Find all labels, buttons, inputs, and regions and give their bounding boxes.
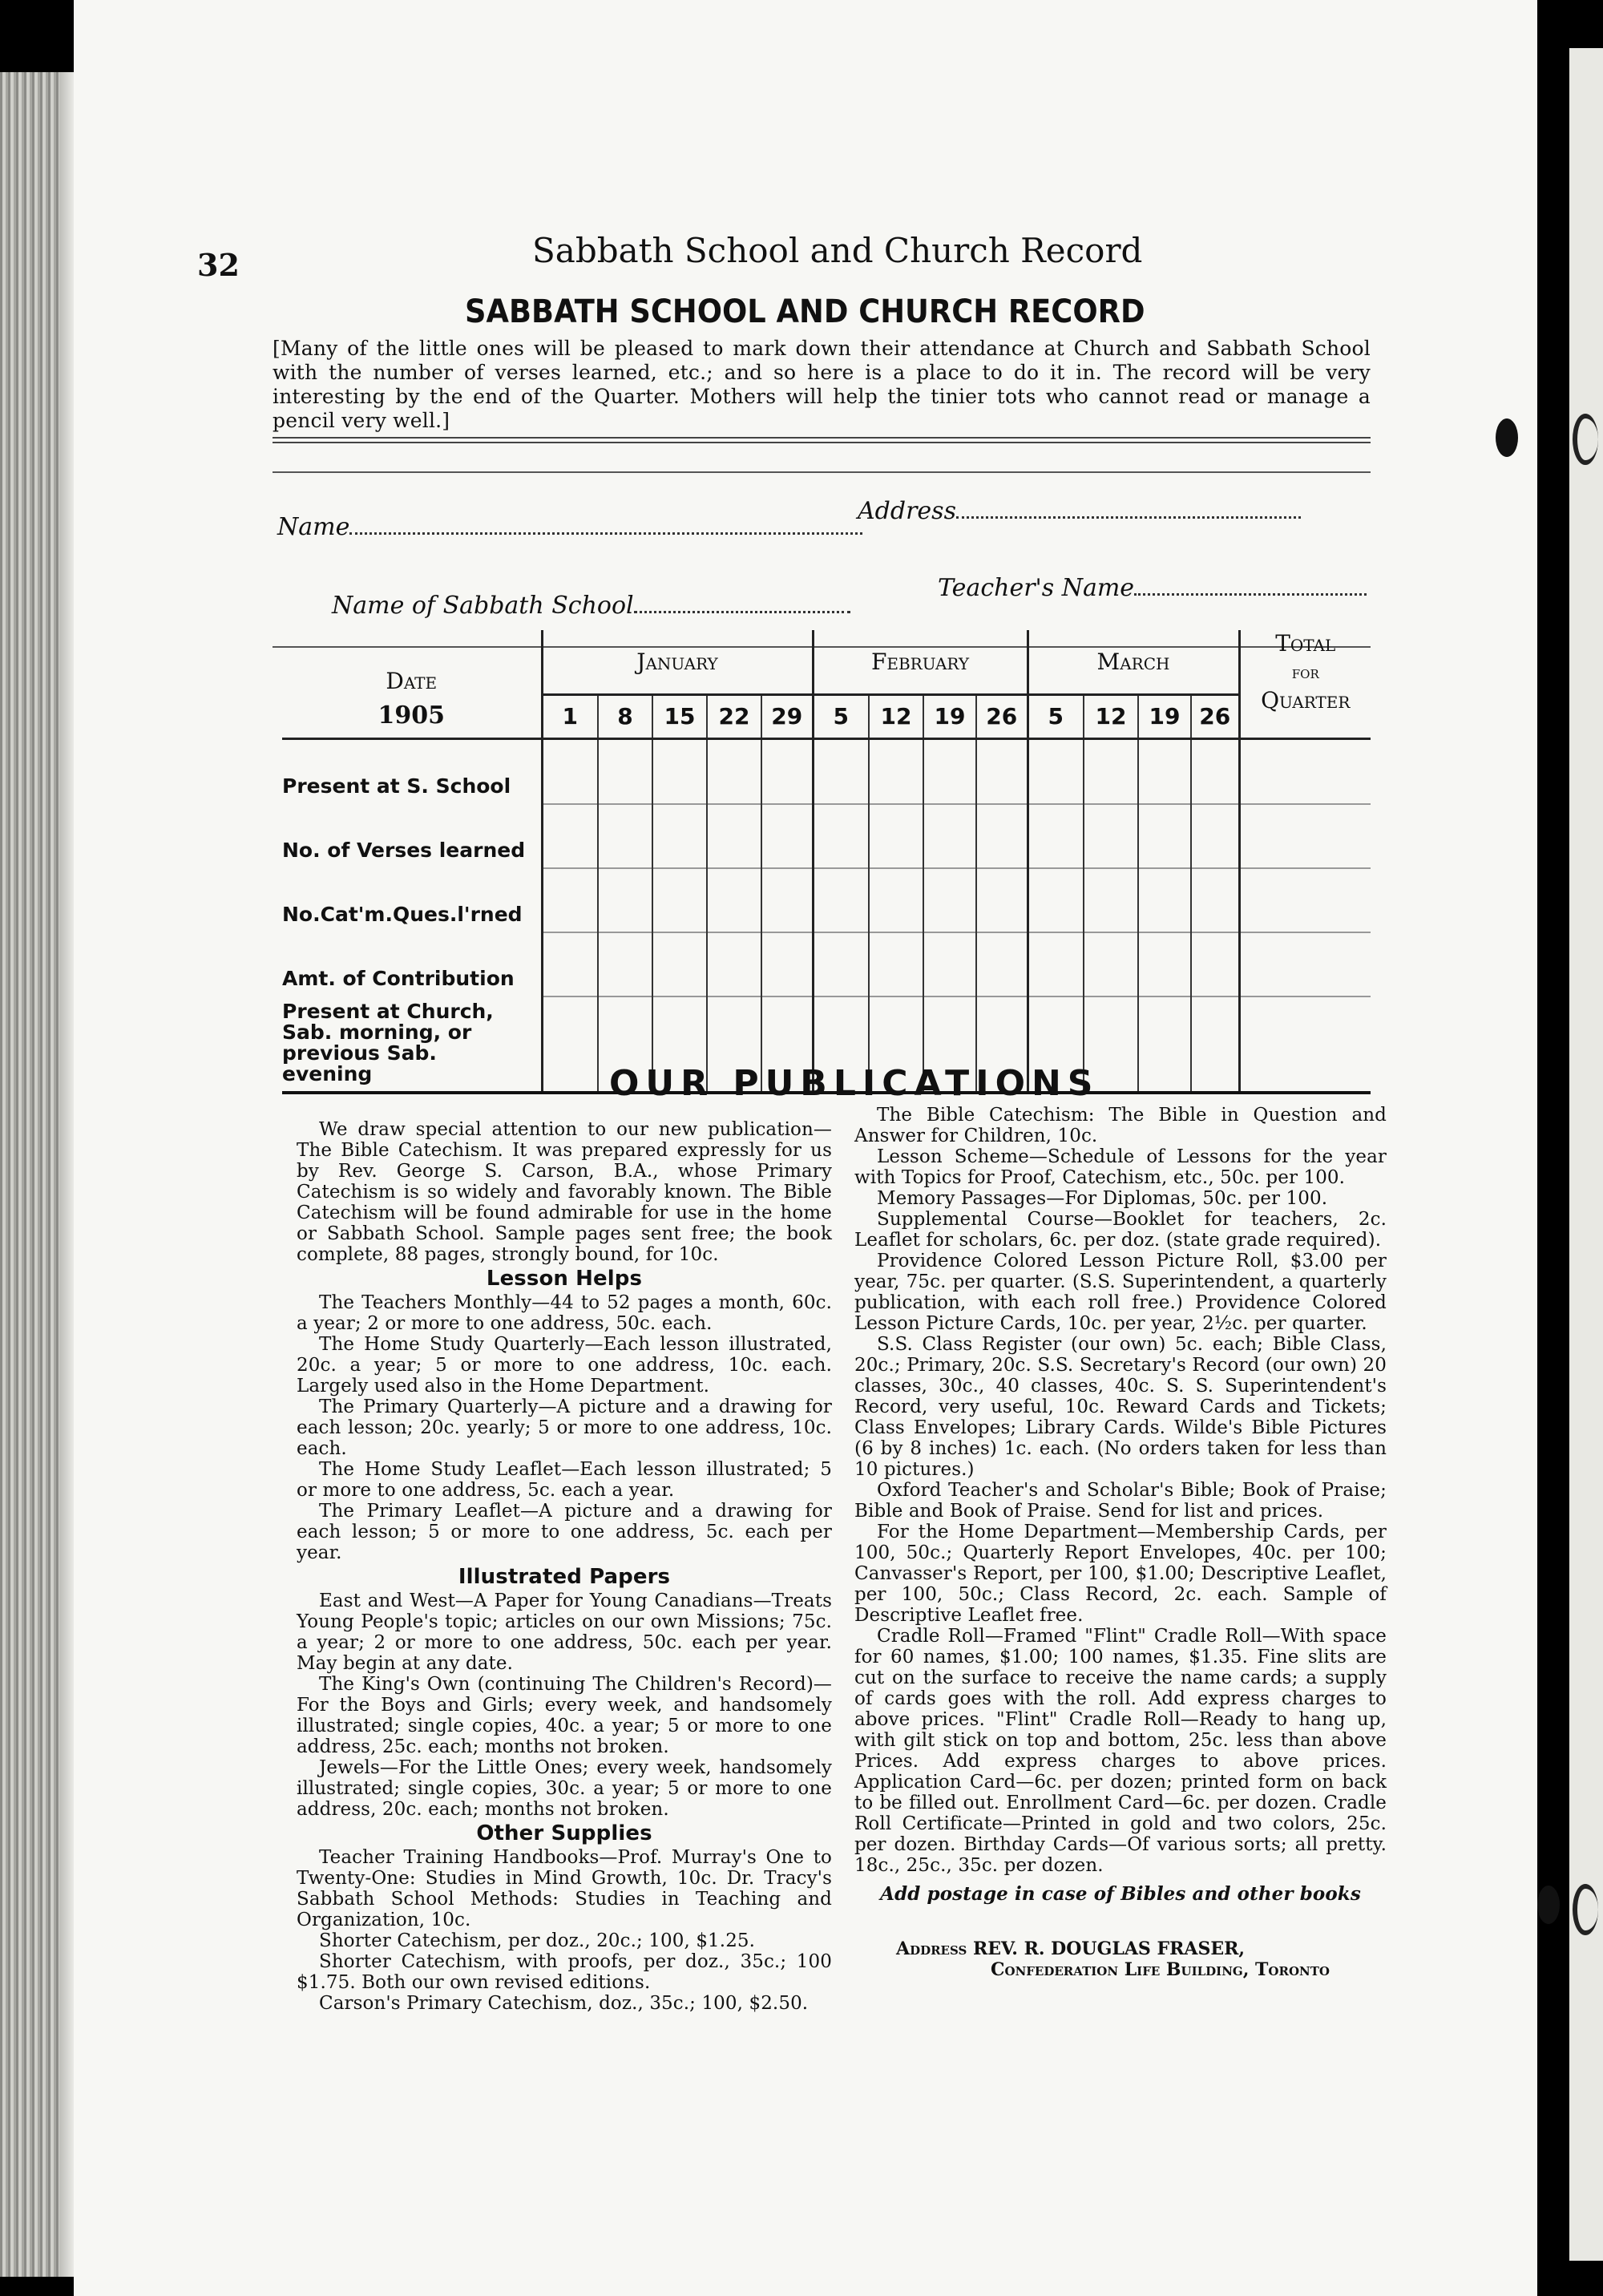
name-field[interactable] bbox=[277, 513, 862, 541]
row-label-present-school: Present at S. School bbox=[282, 774, 511, 798]
list-item: Shorter Catechism, with proofs, per doz., 35c.; 100 $1.75. Both our own revised editions. bbox=[297, 1951, 832, 1993]
school-field[interactable] bbox=[332, 592, 850, 620]
row-label-contribution: Amt. of Contribution bbox=[282, 966, 515, 990]
day-mar: 19 bbox=[1138, 694, 1191, 738]
record-cell[interactable] bbox=[976, 738, 1028, 804]
month-march: March bbox=[1028, 630, 1239, 694]
list-item: The Bible Catechism: The Bible in Question and Answer for Children, 10c. bbox=[854, 1105, 1387, 1146]
record-cell[interactable] bbox=[707, 868, 761, 932]
page-title: SABBATH SCHOOL AND CHURCH RECORD bbox=[465, 293, 1145, 330]
record-cell[interactable] bbox=[869, 804, 923, 868]
record-cell[interactable] bbox=[923, 868, 976, 932]
day-mar: 26 bbox=[1191, 694, 1239, 738]
record-cell[interactable] bbox=[652, 804, 707, 868]
list-item: Lesson Scheme—Schedule of Lessons for the year with Topics for Proof, Catechism, etc., 50c. per 100. bbox=[854, 1146, 1387, 1188]
address-line-2: Confederation Life Building, Toronto bbox=[991, 1959, 1330, 1980]
list-item: Cradle Roll—Framed "Flint" Cradle Roll—With space for 60 names, $1.00; 100 names, $1.35. Fine slits are cut on the surface to receive the name cards; a supply of cards goes with the roll. Add express charges to above prices. "Flint" Cradle Roll—Ready to hang up, with gilt stick on top and bottom, 25c. less than above Prices. Add express charges to above prices. Application Card—6c. per dozen; printed form on back to be filled out. Enrollment Card—6c. per dozen. Cradle Roll Certificate—Printed in gold and two colors, 25c. per dozen. Birthday Cards—Of various sorts; all pretty. 18c., 25c., 35c. per dozen. bbox=[854, 1626, 1387, 1876]
total-cell[interactable] bbox=[1239, 804, 1371, 868]
publications-right-column bbox=[854, 1105, 1387, 1905]
record-cell[interactable] bbox=[542, 804, 598, 868]
table-row bbox=[282, 868, 1371, 932]
record-cell[interactable] bbox=[761, 738, 813, 804]
day-mar: 12 bbox=[1084, 694, 1138, 738]
record-cell[interactable] bbox=[1191, 738, 1239, 804]
day-feb: 5 bbox=[813, 694, 869, 738]
list-item: The Teachers Monthly—44 to 52 pages a month, 60c. a year; 2 or more to one address, 50c. each. bbox=[297, 1292, 832, 1334]
punch-hole bbox=[1573, 1884, 1598, 1935]
list-item: Oxford Teacher's and Scholar's Bible; Book of Praise; Bible and Book of Praise. Send for list and prices. bbox=[854, 1480, 1387, 1522]
record-cell[interactable] bbox=[923, 932, 976, 996]
list-item: Carson's Primary Catechism, doz., 35c.; 100, $2.50. bbox=[319, 1993, 809, 2014]
day-jan: 29 bbox=[761, 694, 813, 738]
publications-intro: We draw special attention to our new publication—The Bible Catechism. It was prepared expressly for us by Rev. George S. Carson, B.A., whose Primary Catechism is so widely and favorably known. The Bible Catechism will be found admirable for use in the home or Sabbath School. Sample pages sent free; the book complete, 88 pages, strongly bound, for 10c. bbox=[297, 1119, 832, 1265]
record-cell[interactable] bbox=[542, 868, 598, 932]
day-feb: 19 bbox=[923, 694, 976, 738]
record-cell[interactable] bbox=[923, 804, 976, 868]
total-label: Total bbox=[1275, 630, 1336, 657]
record-cell[interactable] bbox=[976, 868, 1028, 932]
list-item: Providence Colored Lesson Picture Roll, $3.00 per year, 75c. per quarter. (S.S. Superintendent, a quarterly publication, with each roll free.) Providence Colored Lesson Picture Cards, 10c. per year, 2½c. per quarter. bbox=[854, 1251, 1387, 1334]
list-item: Teacher Training Handbooks—Prof. Murray's One to Twenty-One: Studies in Mind Growth, 10c. Dr. Tracy's Sabbath School Methods: Studies in Teaching and Organization, 10c. bbox=[297, 1847, 832, 1930]
divider bbox=[273, 471, 1371, 473]
teacher-label: Teacher's Name bbox=[938, 574, 1135, 602]
record-cell[interactable] bbox=[707, 804, 761, 868]
record-cell[interactable] bbox=[598, 738, 652, 804]
year-label: 1905 bbox=[378, 701, 445, 730]
running-head: Sabbath School and Church Record bbox=[532, 231, 1143, 270]
day-jan: 22 bbox=[707, 694, 761, 738]
list-item: The Home Study Quarterly—Each lesson illustrated, 20c. a year; 5 or more to one address, 10c. each. Largely used also in the Home Department. bbox=[297, 1334, 832, 1397]
row-label-catechism: No.Cat'm.Ques.l'rned bbox=[282, 902, 523, 926]
punch-hole bbox=[1537, 1886, 1560, 1924]
illustrated-papers-heading: Illustrated Papers bbox=[458, 1565, 671, 1589]
record-cell[interactable] bbox=[923, 738, 976, 804]
school-label: Name of Sabbath School bbox=[332, 592, 634, 620]
publications-left-column bbox=[297, 1119, 832, 2014]
list-item: S.S. Class Register (our own) 5c. each; Bible Class, 20c.; Primary, 20c. S.S. Secretary's Record (our own) 20 classes, 30c., 40 classes, 40c. S. S. Superintendent's Record, very useful, 10c. Reward Cards and Tickets; Class Envelopes; Library Cards. Wilde's Bible Pictures (6 by 8 inches) 1c. each. (No orders taken for less than 10 pictures.) bbox=[854, 1334, 1387, 1480]
date-header: Date bbox=[386, 668, 438, 694]
record-cell[interactable] bbox=[1138, 996, 1191, 1093]
record-cell[interactable] bbox=[1028, 868, 1084, 932]
record-cell[interactable] bbox=[761, 804, 813, 868]
record-cell[interactable] bbox=[1028, 738, 1084, 804]
record-cell[interactable] bbox=[869, 868, 923, 932]
record-cell[interactable] bbox=[598, 804, 652, 868]
row-label-present-church: Present at Church, Sab. morning, or previous Sab. evening bbox=[282, 999, 494, 1085]
record-cell[interactable] bbox=[1028, 804, 1084, 868]
divider bbox=[273, 437, 1371, 443]
record-cell[interactable] bbox=[542, 996, 598, 1093]
day-jan: 1 bbox=[542, 694, 598, 738]
record-cell[interactable] bbox=[1191, 804, 1239, 868]
address-label: Address bbox=[858, 497, 956, 525]
record-cell[interactable] bbox=[976, 932, 1028, 996]
lesson-helps-heading: Lesson Helps bbox=[486, 1267, 643, 1291]
record-cell[interactable] bbox=[869, 738, 923, 804]
record-cell[interactable] bbox=[542, 932, 598, 996]
record-cell[interactable] bbox=[707, 932, 761, 996]
record-cell[interactable] bbox=[598, 932, 652, 996]
day-jan: 8 bbox=[598, 694, 652, 738]
table-row bbox=[282, 738, 1371, 804]
record-cell[interactable] bbox=[1084, 932, 1138, 996]
record-cell[interactable] bbox=[1138, 868, 1191, 932]
record-cell[interactable] bbox=[1028, 932, 1084, 996]
record-cell[interactable] bbox=[761, 868, 813, 932]
total-header bbox=[1239, 630, 1371, 738]
record-cell[interactable] bbox=[761, 932, 813, 996]
record-cell[interactable] bbox=[1191, 868, 1239, 932]
attendance-record-table bbox=[282, 630, 1371, 1094]
record-cell[interactable] bbox=[542, 738, 598, 804]
quarter-label: Quarter bbox=[1261, 687, 1351, 713]
list-item: The Primary Leaflet—A picture and a drawing for each lesson; 5 or more to one address, 5c. each per year. bbox=[297, 1501, 832, 1563]
day-mar: 5 bbox=[1028, 694, 1084, 738]
page-number: 32 bbox=[197, 247, 240, 283]
record-cell[interactable] bbox=[707, 738, 761, 804]
day-feb: 26 bbox=[976, 694, 1028, 738]
record-cell[interactable] bbox=[652, 868, 707, 932]
month-january: January bbox=[542, 630, 813, 694]
list-item: The Home Study Leaflet—Each lesson illustrated; 5 or more to one address, 5c. each a year. bbox=[297, 1459, 832, 1501]
record-cell[interactable] bbox=[652, 738, 707, 804]
total-cell[interactable] bbox=[1239, 738, 1371, 804]
address-line-1: Address REV. R. DOUGLAS FRASER, bbox=[896, 1938, 1246, 1959]
day-feb: 12 bbox=[869, 694, 923, 738]
book-binding-edge bbox=[0, 72, 74, 2277]
table-row bbox=[282, 804, 1371, 868]
total-cell[interactable] bbox=[1239, 868, 1371, 932]
list-item: Supplemental Course—Booklet for teachers, 2c. Leaflet for scholars, 6c. per doz. (state grade required). bbox=[854, 1209, 1387, 1251]
row-label-verses: No. of Verses learned bbox=[282, 838, 526, 862]
record-cell[interactable] bbox=[813, 868, 869, 932]
punch-hole bbox=[1496, 418, 1518, 457]
record-cell[interactable] bbox=[1138, 738, 1191, 804]
day-jan: 15 bbox=[652, 694, 707, 738]
record-cell[interactable] bbox=[1084, 868, 1138, 932]
month-february: February bbox=[813, 630, 1028, 694]
record-cell[interactable] bbox=[813, 738, 869, 804]
other-supplies-heading: Other Supplies bbox=[476, 1821, 652, 1845]
record-cell[interactable] bbox=[1138, 932, 1191, 996]
postage-note: Add postage in case of Bibles and other books bbox=[880, 1883, 1361, 1905]
list-item: Memory Passages—For Diplomas, 50c. per 100. bbox=[877, 1188, 1328, 1209]
record-cell[interactable] bbox=[813, 804, 869, 868]
record-cell[interactable] bbox=[1084, 804, 1138, 868]
list-item: Shorter Catechism, per doz., 20c.; 100, $1.25. bbox=[319, 1930, 756, 1951]
record-cell[interactable] bbox=[1084, 738, 1138, 804]
record-cell[interactable] bbox=[976, 804, 1028, 868]
record-cell[interactable] bbox=[813, 932, 869, 996]
record-cell[interactable] bbox=[869, 932, 923, 996]
list-item: East and West—A Paper for Young Canadians—Treats Young People's topic; articles on our own Missions; 75c. a year; 2 or more to one address, 50c. each per year. May begin at any date. bbox=[297, 1591, 832, 1674]
record-cell[interactable] bbox=[652, 932, 707, 996]
record-cell[interactable] bbox=[1191, 996, 1239, 1093]
intro-note: [Many of the little ones will be pleased to mark down their attendance at Church and Sabbath School with the number of verses learned, etc.; and so here is a place to do it in. The record will be very interesting by the end of the Quarter. Mothers will help the tinier tots who cannot read or manage a pencil very well.] bbox=[273, 337, 1371, 432]
list-item: The King's Own (continuing The Children's Record)—For the Boys and Girls; every week, and handsomely illustrated; single copies, 40c. a year; 5 or more to one address, 25c. each; months not broken. bbox=[297, 1674, 832, 1757]
total-cell[interactable] bbox=[1239, 932, 1371, 996]
punch-hole bbox=[1573, 414, 1598, 465]
total-cell[interactable] bbox=[1239, 996, 1371, 1093]
teacher-field[interactable] bbox=[938, 574, 1367, 602]
list-item: The Primary Quarterly—A picture and a drawing for each lesson; 20c. yearly; 5 or more to one address, 10c. each. bbox=[297, 1397, 832, 1459]
for-label: for bbox=[1291, 663, 1319, 683]
name-label: Name bbox=[277, 513, 350, 541]
publications-heading: OUR PUBLICATIONS bbox=[609, 1063, 1100, 1104]
address-field[interactable] bbox=[858, 497, 1301, 525]
table-row bbox=[282, 932, 1371, 996]
record-cell[interactable] bbox=[598, 868, 652, 932]
record-cell[interactable] bbox=[1138, 804, 1191, 868]
record-cell[interactable] bbox=[1191, 932, 1239, 996]
list-item: For the Home Department—Membership Cards, per 100, 50c.; Quarterly Report Envelopes, 40c. per 100; Canvasser's Report, per 100, $1.00; Descriptive Leaflet, per 100, 50c.; Class Record, 2c. each. Sample of Descriptive Leaflet free. bbox=[854, 1522, 1387, 1626]
list-item: Jewels—For the Little Ones; every week, handsomely illustrated; single copies, 30c. a year; 5 or more to one address, 20c. each; months not broken. bbox=[297, 1757, 832, 1820]
